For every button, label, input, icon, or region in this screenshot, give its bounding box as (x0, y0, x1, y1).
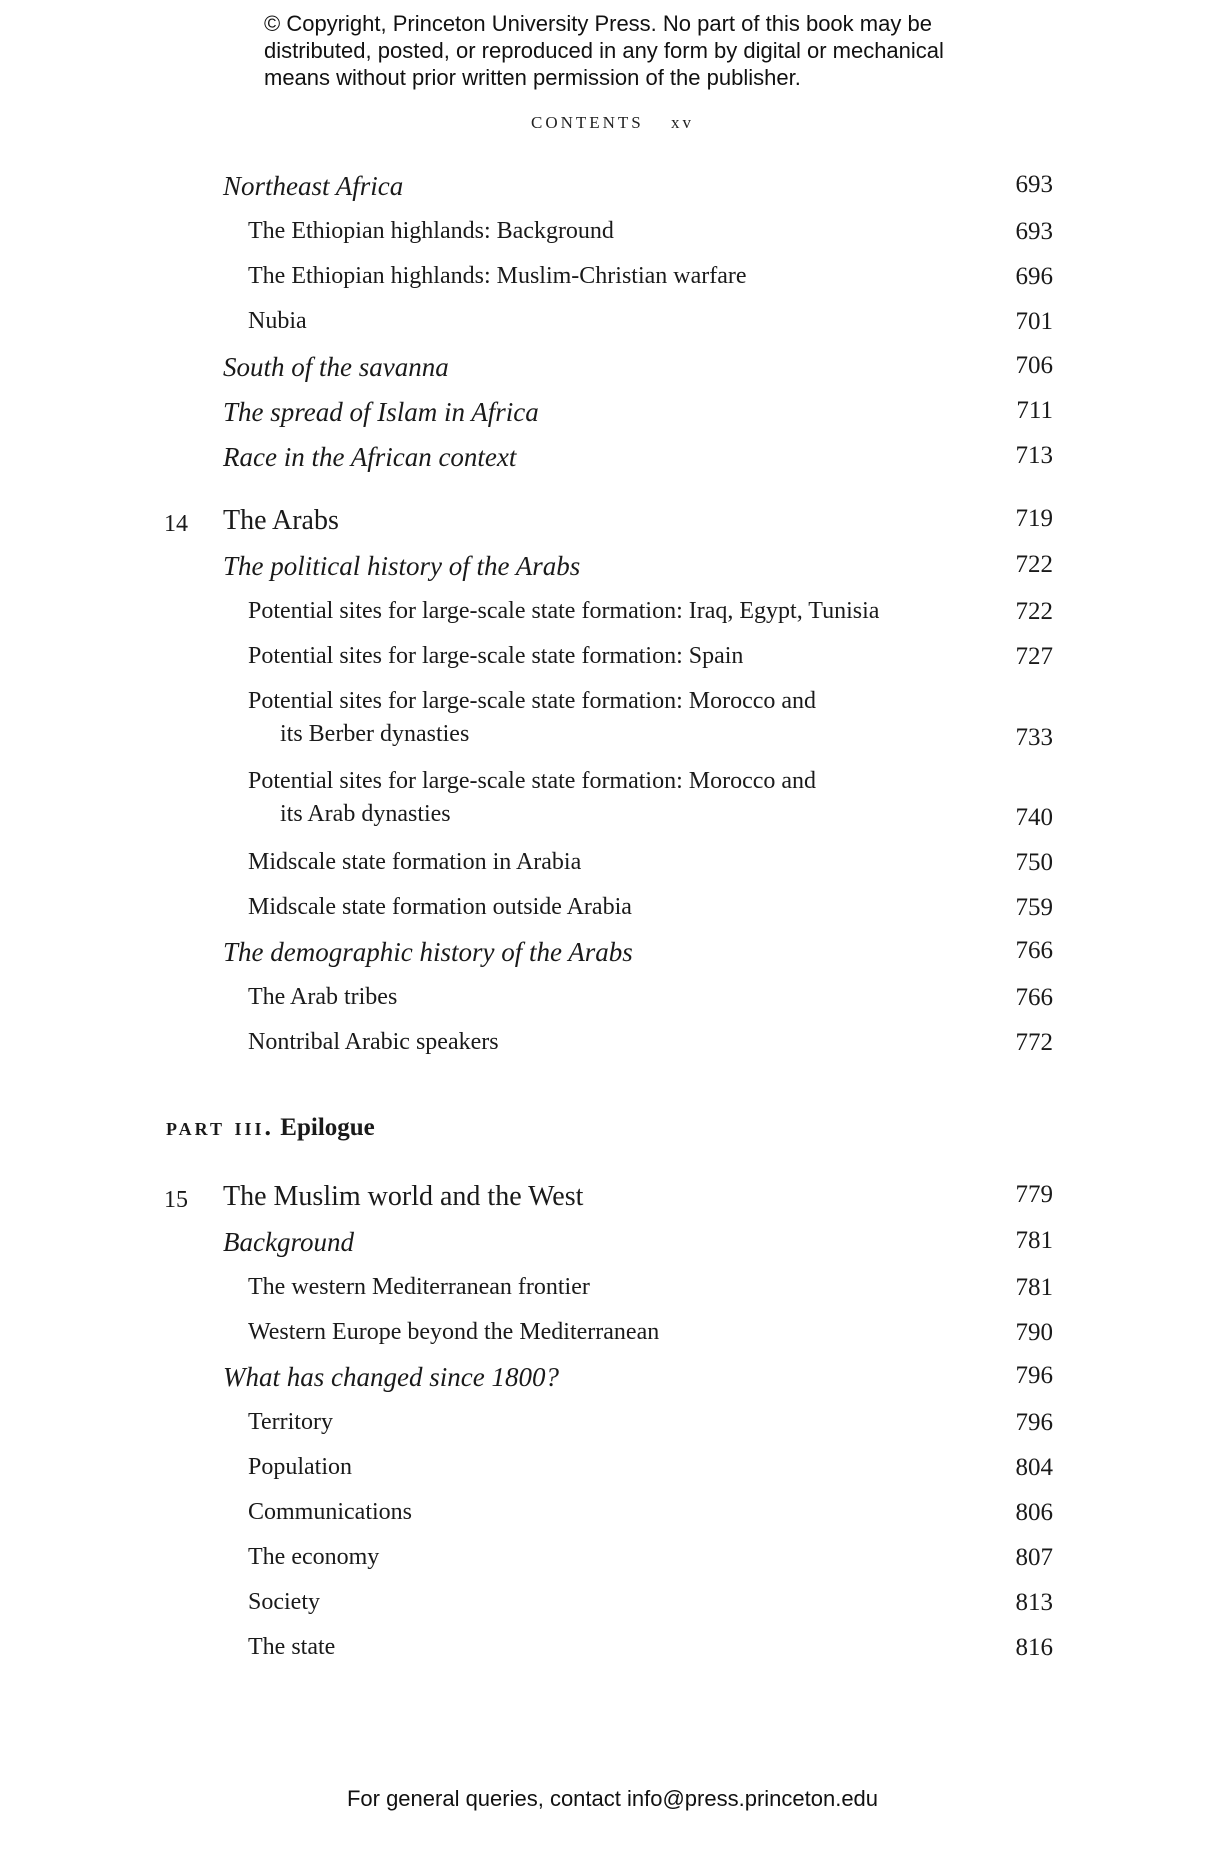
toc-entry-title: Race in the African context (223, 442, 517, 472)
toc-entry-title: The Ethiopian highlands: Muslim-Christian warfare (248, 263, 747, 289)
toc-entry-page: 733 (1015, 724, 1053, 751)
toc-entry-title-continuation: its Arab dynasties (280, 801, 451, 827)
toc-entry-page: 693 (1015, 171, 1053, 198)
copyright-line: distributed, posted, or reproduced in any form by digital or mechanical (264, 38, 944, 63)
toc-chapter-title: The Muslim world and the West (223, 1181, 584, 1212)
toc-entry-page: 706 (1015, 352, 1053, 379)
toc-entry-title: The economy (248, 1544, 380, 1570)
toc-entry-title: Communications (248, 1499, 412, 1525)
chapter-number: 14 (164, 511, 188, 537)
toc-entry-title (248, 768, 816, 828)
toc-entry-title: The western Mediterranean frontier (248, 1274, 590, 1300)
toc-entry-page: 727 (1015, 643, 1053, 670)
footer-contact: For general queries, contact info@press.princeton.edu (346, 1786, 879, 1811)
toc-entry-title: The Ethiopian highlands: Background (248, 218, 614, 244)
part-title: Epilogue (280, 1114, 375, 1141)
toc-entry-title: What has changed since 1800? (223, 1362, 559, 1392)
part-label: part iii. (166, 1112, 275, 1141)
toc-entry-title: The state (248, 1634, 336, 1660)
toc-entry-title: Midscale state formation in Arabia (248, 849, 582, 875)
toc-entry-page: 766 (1015, 984, 1053, 1011)
part-heading (166, 1112, 375, 1142)
toc-entry-page: 740 (1015, 804, 1053, 831)
toc-entry-page: 722 (1015, 598, 1053, 625)
toc-entry-title: Midscale state formation outside Arabia (248, 894, 632, 920)
toc-entry-title: Nontribal Arabic speakers (248, 1029, 499, 1055)
copyright-notice (264, 10, 1024, 91)
toc-entry-page: 781 (1015, 1274, 1053, 1301)
toc-entry-page: 711 (1016, 397, 1053, 424)
toc-entry-title: The spread of Islam in Africa (223, 397, 539, 427)
toc-entry-page: 813 (1015, 1589, 1053, 1616)
toc-entry-title: South of the savanna (223, 352, 449, 382)
running-head-page: xv (671, 113, 695, 132)
toc-entry-page: 807 (1015, 1544, 1053, 1571)
toc-entry-title-line: Potential sites for large-scale state formation: Morocco and (248, 688, 817, 714)
toc-entry-title: Background (223, 1227, 354, 1257)
toc-entry-page: 790 (1015, 1319, 1053, 1346)
toc-entry-title: Potential sites for large-scale state formation: Spain (248, 643, 744, 669)
toc-entry-page: 693 (1015, 218, 1053, 245)
toc-entry-page: 772 (1015, 1029, 1053, 1056)
toc-entry-title: The political history of the Arabs (223, 551, 581, 581)
chapter-number: 15 (164, 1187, 188, 1213)
toc-entry-page: 719 (1015, 505, 1053, 532)
toc-entry-title: Northeast Africa (223, 171, 404, 201)
toc-entry-page: 804 (1015, 1454, 1053, 1481)
toc-chapter-title: The Arabs (223, 505, 339, 536)
toc-entry-page: 779 (1015, 1181, 1053, 1208)
toc-entry-title-line: Potential sites for large-scale state formation: Morocco and (248, 768, 817, 794)
toc-entry-page: 806 (1015, 1499, 1053, 1526)
toc-entry-title: Population (248, 1454, 353, 1480)
toc-entry-page: 796 (1015, 1409, 1053, 1436)
toc-entry-title-continuation: its Berber dynasties (280, 721, 470, 747)
toc-entry-title: Potential sites for large-scale state formation: Iraq, Egypt, Tunisia (248, 598, 880, 624)
running-head-label: CONTENTS (530, 113, 644, 132)
running-head (0, 113, 1225, 133)
copyright-line: © Copyright, Princeton University Press. No part of this book may be (264, 11, 932, 36)
toc-entry-page: 713 (1015, 442, 1053, 469)
toc-entry-page: 701 (1015, 308, 1053, 335)
toc-entry-page: 759 (1015, 894, 1053, 921)
toc-entry-page: 696 (1015, 263, 1053, 290)
toc-entry-page: 750 (1015, 849, 1053, 876)
toc-entry-page: 722 (1015, 551, 1053, 578)
toc-entry-title: Territory (248, 1409, 333, 1435)
toc-entry-title: Society (248, 1589, 320, 1615)
toc-entry-title: The Arab tribes (248, 984, 398, 1010)
toc-entry-page: 766 (1015, 937, 1053, 964)
copyright-line: means without prior written permission of the publisher. (264, 65, 801, 90)
toc-entry-page: 796 (1015, 1362, 1053, 1389)
toc-entry-title (248, 688, 816, 748)
toc-entry-title: Nubia (248, 308, 307, 334)
toc-entry-title: Western Europe beyond the Mediterranean (248, 1319, 660, 1345)
toc-entry-title: The demographic history of the Arabs (223, 937, 633, 967)
toc-entry-page: 781 (1015, 1227, 1053, 1254)
toc-entry-page: 816 (1015, 1634, 1053, 1661)
